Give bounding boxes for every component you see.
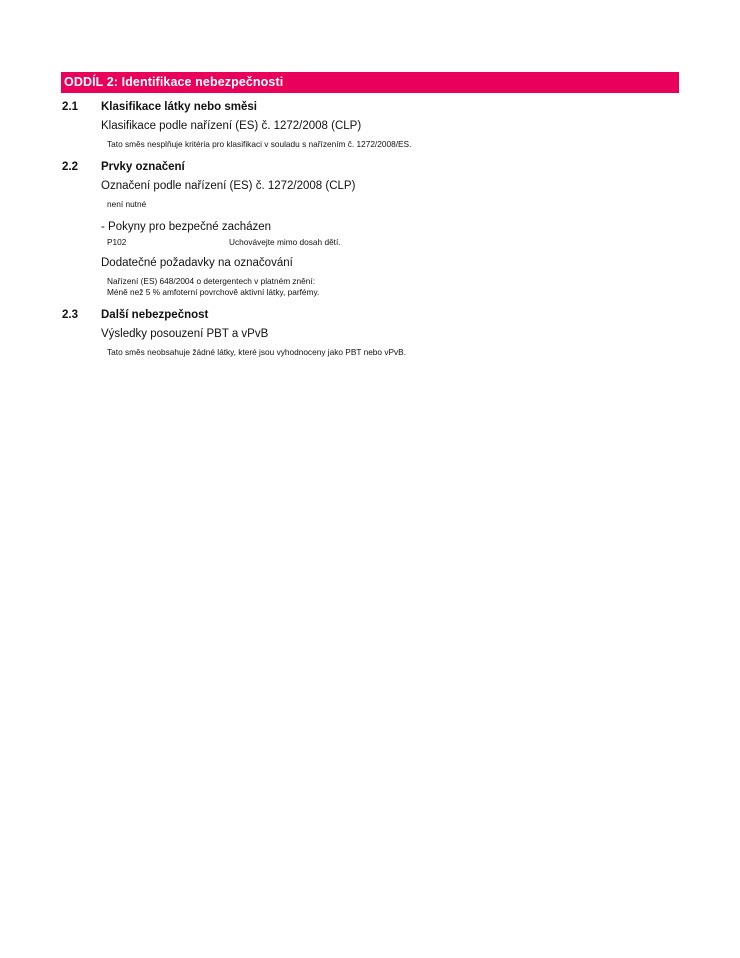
subsection-text: Tato směs nesplňuje kritéria pro klasifikaci v souladu s nařízením č. 1272/2008/ES.: [107, 139, 412, 149]
subsection-heading: Klasifikace podle nařízení (ES) č. 1272/2008 (CLP): [101, 120, 362, 132]
section-header: ODDÍL 2: Identifikace nebezpečnosti: [61, 72, 679, 93]
subsection-number: 2.2: [62, 161, 78, 173]
subsection-heading: Výsledky posouzení PBT a vPvB: [101, 328, 269, 340]
subsection-text: není nutné: [107, 199, 147, 209]
subsection-number: 2.1: [62, 101, 78, 113]
subsection-title: Další nebezpečnost: [101, 309, 209, 321]
precautionary-code: P102: [107, 237, 127, 247]
additional-line: Méně než 5 % amfoterní povrchově aktivní látky, parfémy.: [107, 287, 320, 297]
subsection-heading: Označení podle nařízení (ES) č. 1272/2008 (CLP): [101, 180, 356, 192]
precautionary-phrase: Uchovávejte mimo dosah dětí.: [229, 237, 341, 247]
precautionary-heading: - Pokyny pro bezpečné zacházen: [101, 221, 272, 233]
subsection-number: 2.3: [62, 309, 78, 321]
additional-heading: Dodatečné požadavky na označování: [101, 257, 293, 269]
subsection-title: Prvky označení: [101, 161, 185, 173]
additional-line: Nařízení (ES) 648/2004 o detergentech v platném znění:: [107, 276, 316, 286]
subsection-title: Klasifikace látky nebo směsi: [101, 101, 257, 113]
subsection-text: Tato směs neobsahuje žádné látky, které jsou vyhodnoceny jako PBT nebo vPvB.: [107, 347, 407, 357]
